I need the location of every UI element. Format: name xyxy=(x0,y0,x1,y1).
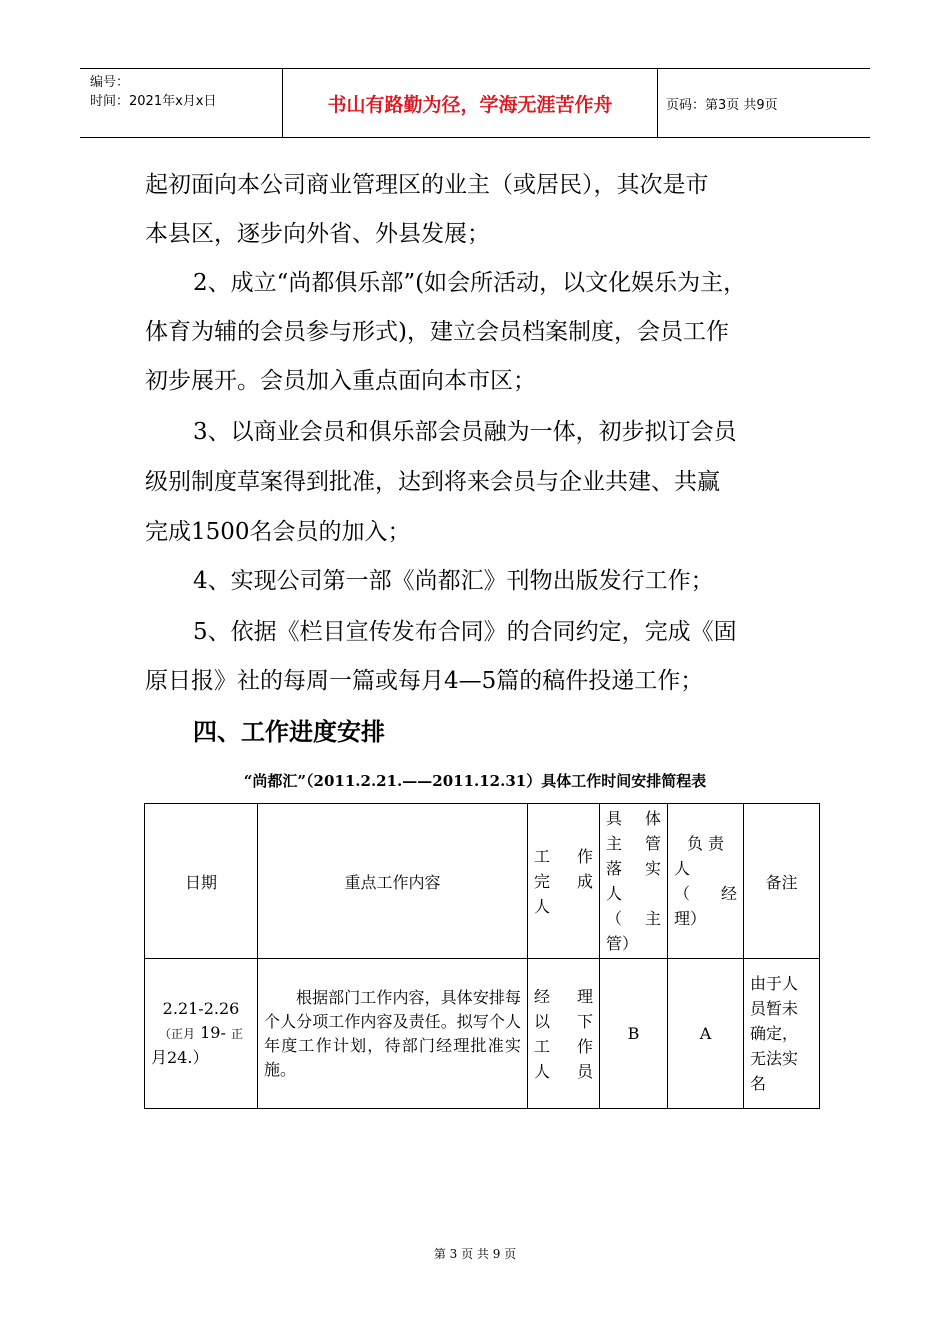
date-lunar-b: 19- xyxy=(200,1023,226,1042)
cell-completer-line: 工 作 xyxy=(534,1036,593,1056)
header-meta xyxy=(80,69,283,137)
header-date: 日期 xyxy=(145,804,258,959)
header-responsible-line: 理） xyxy=(674,909,707,928)
cell-completer xyxy=(528,959,600,1109)
body-line: 2、成立“尚都俱乐部”(如会所活动，以文化娱乐为主， xyxy=(193,270,747,296)
header-completer-line: 完 成 xyxy=(534,871,593,891)
cell-content: 根据部门工作内容，具体安排每个人分项工作内容及责任。拟写个人年度工作计划，待部门经理批准实施。 xyxy=(258,959,528,1109)
header-supervisor-line: 管） xyxy=(606,934,639,953)
date-range: 2.21-2.26 xyxy=(162,999,240,1018)
header-content: 重点工作内容 xyxy=(258,804,528,959)
table-caption: “尚都汇”（2011.2.21.——2011.12.31）具体工作时间安排简程表 xyxy=(243,772,707,790)
header-responsible xyxy=(668,804,744,959)
body-line: 体育为辅的会员参与形式)，建立会员档案制度，会员工作 xyxy=(145,319,729,345)
body-line: 起初面向本公司商业管理区的业主（或居民），其次是市 xyxy=(145,172,709,198)
header-responsible-line: （ 经 xyxy=(674,884,737,903)
cell-remarks: 由于人员暂未确定，无法实名 xyxy=(744,959,820,1109)
body-line: 5、依据《栏目宣传发布合同》的合同约定，完成《固 xyxy=(193,619,737,645)
body-line: 3、以商业会员和俱乐部会员融为一体，初步拟订会员 xyxy=(193,419,737,445)
header-supervisor-line: 主 管 xyxy=(606,834,661,853)
date-lunar-a: （正月 xyxy=(159,1027,196,1041)
header-remarks: 备注 xyxy=(744,804,820,959)
table-row xyxy=(145,959,820,1109)
cell-date xyxy=(145,959,258,1109)
header-completer xyxy=(528,804,600,959)
table-header-row xyxy=(145,804,820,959)
body-line: 原日报》社的每周一篇或每月4—5篇的稿件投递工作； xyxy=(145,668,704,694)
cell-completer-line: 经 理 xyxy=(534,986,593,1006)
body-line: 初步展开。会员加入重点面向本市区； xyxy=(145,368,536,394)
section-heading: 四、工作进度安排 xyxy=(193,718,385,746)
cell-completer-line: 以 下 xyxy=(534,1011,593,1031)
cell-responsible: A xyxy=(668,959,744,1109)
body-line: 本县区，逐步向外省、外县发展； xyxy=(145,221,490,247)
body-line: 完成1500名会员的加入； xyxy=(145,519,411,545)
body-line: 级别制度草案得到批准，达到将来会员与企业共建、共赢 xyxy=(145,469,720,495)
header-page-label: 页码：第3页 共9页 xyxy=(666,97,778,113)
header-responsible-line: 负 责 xyxy=(686,834,725,853)
date-lunar-end: 月24.） xyxy=(151,1048,209,1067)
header-supervisor-line: 人 xyxy=(606,884,623,903)
header-responsible-line: 人 xyxy=(674,859,691,878)
header-completer-line: 人 xyxy=(534,896,551,916)
header-supervisor-line: 落 实 xyxy=(606,859,661,878)
page-footer: 第 3 页 共 9 页 xyxy=(433,1247,517,1261)
body-line: 4、实现公司第一部《尚都汇》刊物出版发行工作； xyxy=(193,568,714,594)
header-supervisor-line: 具 体 xyxy=(606,809,661,828)
cell-completer-line: 人 员 xyxy=(534,1061,593,1081)
date-lunar-c: 正 xyxy=(230,1027,243,1041)
time-label: 时间：2021年x月x日 xyxy=(90,94,217,109)
header-supervisor-line: （ 主 xyxy=(606,909,661,928)
page-header xyxy=(80,68,870,138)
cell-supervisor: B xyxy=(600,959,668,1109)
date-lunar xyxy=(151,1021,251,1046)
schedule-table xyxy=(144,803,820,1109)
header-supervisor xyxy=(600,804,668,959)
number-label: 编号： xyxy=(90,75,130,90)
header-motto: 书山有路勤为径，学海无涯苦作舟 xyxy=(283,69,658,137)
header-completer-line: 工 作 xyxy=(534,846,593,866)
